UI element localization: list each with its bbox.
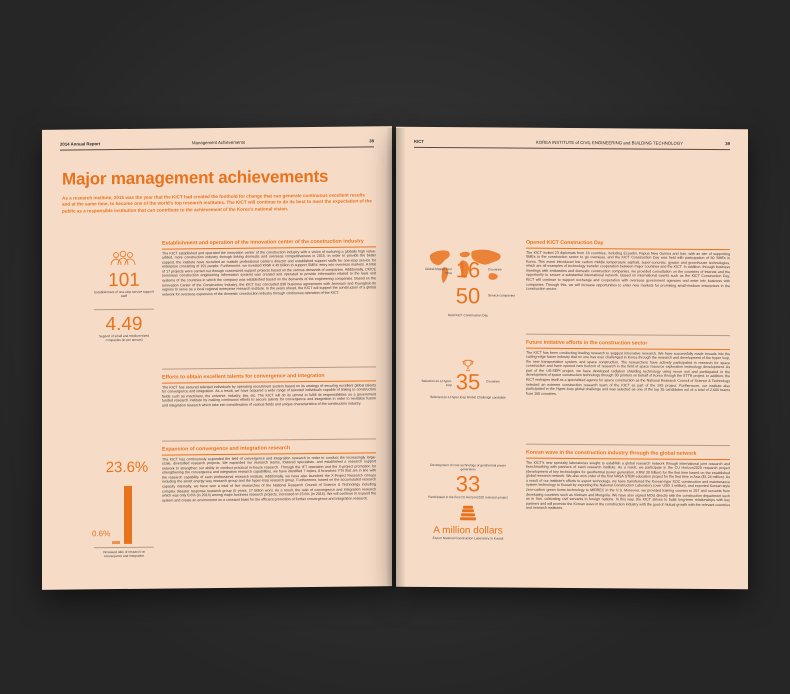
stat-convergence-small [92, 529, 122, 538]
divider [162, 438, 376, 441]
stat-countries-side: Countries [488, 267, 502, 272]
bar-2016 [124, 486, 132, 544]
lead-paragraph: As a research institute, 2015 was the year that the KICT had created the foothold for change that can generate continuous excellent results and at the same time, to become one of the world's top research institutes. The KICT will continue to do its best to meet the expectation of the public as a responsible institution that can contribute to the achievement of the Korea's national vision. [62, 192, 372, 214]
section-body: The KICT has been conducting leading research to suggest innovative research. We have successfully made inroads into the cutting-edge future industry that no one has ever challenged in Korea through the research and development of the hyper loop, the new transportation system, and space construction. The researchers have actively participated in research for space construction and have opened new horizon of research in the field of space resource exploration technology development. As part of the US-SEPI project, we have developed radiation shielding technology using moon soil and participated in the development of space construction technology through 3D printers on behalf of Korea through the STTR project. In addition, the KICT reshapes itself as a specialized agency for space construction as the National Research Council of Science & Technology selected an extreme construction research team of the KICT as part of the SIG project. Furthermore, our institute also participated in the Hyper-loop global challenge and was selected as one of the top 35 candidates out of a total of 2,600 teams from 160 countries. [526, 350, 730, 396]
right-page [396, 127, 748, 589]
section-body: The KICT has secured talented individuals by operating recruitment system based on its strategy of securing excellent global talents for convergence and integration. As a result, we have acquired a wide range of talented individuals capable of linking to construction fields such as machinery, the universe, industry, law, etc. The KICT will do its utmost to fulfill its responsibilities as a government funded research institute by making continuous efforts to secure talents for convergence and integration in order to revitalize fusion and integration research which take into consideration of various fields and unique characteristics of the construction industry. [162, 382, 376, 408]
divider [526, 334, 730, 336]
stat-convergence-caption [94, 550, 154, 559]
stat-export [418, 525, 518, 541]
left-page [42, 126, 392, 590]
section-future-initiative [526, 340, 730, 398]
stat-companies-value: 50 [455, 283, 481, 309]
divider [94, 547, 154, 548]
divider [162, 366, 376, 369]
section-body: The KICT invited 23 diplomats from 16 countries, including Ecuador, Papua New Guinea and Iran, with an aim of supporting SMEs in the construction sector to go overseas, and the KICT Construction Day was held with participation of 50 SMEs in Korea. This event introduced low carbon middle temperature asphalt, super-concrete, gyrator and greenhouse technologies, which are all examples of technology transfer cooperation between major countries and the KICT. In addition, through business meetings with embassies and domestic construction companies, we provided consultation on the countries of interest and the opportunity to secure a substantial international network. Based on international events such as the KICT Construction Day, KICT will continue to support exchange and cooperation with overseas government agencies and enter into business with companies. Through this, we will increase opportunities to enter new markets for promising small-medium enterprises in the construction sector. [526, 250, 730, 292]
page-number: 38 [369, 138, 374, 144]
stat-countries [448, 259, 488, 281]
stat-countries-label: Global Master Tour Pros [425, 266, 452, 276]
section-heading: Expansion of convergence and integration research [162, 444, 376, 455]
stat-convergence-label: Increased ratio of research on convergence and integration [102, 549, 146, 559]
stat-hyperloop-side-right: Countries [486, 379, 500, 384]
section-body: The KICT's new specialty laboratories sought to establish a global research network through international joint research and benchmarking with partners of each research institute. As a result, we participate in the CU Horizon2020 research project (development of key technologies for geothermal power generation, KRW 30 billion) for the first time based on the established global research network. We also won order of the first NASA STEM education project for the first time in Asia ($1.24 million). As a result of our institute's efforts to export technology, we have transferred the Korean-type SOC construction and maintenance system technology to Kuwait by exporting the National Construction Laboratory (over USD 1 million), and exported Korean-style zero-carbon green home technology to MIRREC in the U.S. Moreover, we provided training courses to 257 civil servants from developing countries such as Vietnam and Mongolia. We have also signed MOU directly with the construction department such as in Iran, cultivating civil servants in foreign nations. In this way, the KICT strives to build long-term relationships with key partners and will promote the Korean wave in the construction industry with the goal of mutual growth with the relevant countries and research institutes. [526, 460, 730, 511]
stat-companies-label: Held KICT Construction Day [448, 313, 488, 318]
bar-2014 [112, 541, 120, 544]
section-heading: Korean wave in the construction industry through the global network [526, 450, 730, 460]
coins-icon [458, 505, 478, 523]
stat-support-value: 4.49 [105, 313, 143, 336]
stat-hyperloop [448, 371, 488, 393]
section-korean-wave [526, 450, 730, 512]
stat-horizon [448, 473, 488, 495]
stat-companies [448, 285, 488, 307]
stat-staff-value: 101 [108, 269, 140, 292]
stat-staff-label: Establishment of one-stop service support staff [94, 289, 154, 299]
stat-convergence-small-value: 0.6% [92, 529, 111, 539]
section-heading: Opened KICT Construction Day [526, 240, 730, 250]
stat-hyperloop-value: 35 [455, 369, 481, 395]
divider [94, 309, 154, 310]
stat-horizon-value: 33 [455, 471, 481, 497]
stat-hyperloop-side-left: Selection as a Hyper-loop [421, 378, 452, 388]
divider [526, 444, 730, 446]
page-number: 39 [725, 141, 730, 147]
stat-geothermal-side: Development of core technology of geothermal power generation [430, 463, 506, 472]
stat-support [92, 315, 156, 343]
section-body: The KICT has continuously expanded the field of convergence and integration research in order to conduct the increasingly large-scale, diversified research projects. We expanded our research teams, fostered specialists, and established a research support network to strengthen our ability to conduct practical in-house research. Through the IFT operation and the X-project promotion for strengthening the convergence and integration research capabilities, we have identified 7 topics, 8 branches: FTs that are in line with the research capability of each professional research institute. Additionally, we have also launched the X-Project Research Groups including the smart energy way research group and the hyper-loop research group. Furthermore, based on the accumulated research capacity internally, we have won a total of five researches of the National Research Council of Science & Technology including complex disaster response research group (5 years, 27 billion won). As a result, the ratio of convergence and integration research which was only 0.6% (in 2014) among major business research projects, increased to 23.6% (in 2016). We will continue to expand the system and create an environment on a constant basis for the efficient promotion of further convergence and integration research. [162, 454, 376, 503]
page-title: Major management achievements [62, 166, 329, 189]
stat-companies-side: Service companies [488, 293, 515, 298]
section-heading: Future initiative efforts in the construction sector [526, 340, 730, 350]
section-heading: Establishment and operation of the innovation center of the construction industry [162, 238, 376, 249]
section-name: Management Achievements [192, 139, 246, 146]
section-innovation-center [162, 238, 376, 297]
section-convergence [162, 444, 376, 503]
stat-export-label: Export National Construction Laboratory to Kuwait [432, 536, 504, 541]
org-full-name: KOREA INSTITUTE of CIVIL ENGINEERING and BUILDING TECHNOLOGY [536, 139, 684, 146]
stat-support-label: Support of small and medium-sized companies (in per annum) [99, 333, 149, 343]
section-construction-day [526, 240, 730, 293]
people-icon [108, 249, 138, 271]
section-body: The KICT established and operated the innovation center of the construction industry with a vision of nurturing a globally high value-added, more construction industry through linking domestic and overseas competitiveness in 2015. In order to provide the better support, the institute have recruited an outside professional center's director and established support staffs for one-stop service for enterprise consisting of 101 people. Furthermore, we invested KRW 4.49 billion to support SMEs' entry into overseas markets. A total of 17 projects were carried out through customized support projects based on the various demands of companies. Additionally, CKICE (overseas construction engineering information system) was created and operated to provide information related to the laws and systems of the countries in which the company was established based on the demands of the engineering companies. Based on the Innovation Center of the Construction Industry, the KICT has concluded 030 business agreements with Jeonnam and Kyungbuk-do regions to serve as a local regional enterprise research institute. In the years ahead, the KICT will support the construction of a global network for overseas expansion of the domestic construction industry through continuous operation of the KICT. [162, 248, 376, 297]
section-heading: Efforts to obtain excellent talents for convergence and integration [162, 372, 376, 383]
book-spine-shadow [386, 128, 406, 588]
stat-hyperloop-label: Selected as a Hyper-loop Global Challenge candidate [430, 395, 506, 400]
stat-horizon-label: Participated in the first CU Horizon2020 research project [428, 494, 508, 500]
stat-convergence-value: 23.6% [105, 458, 149, 477]
stat-staff [94, 271, 154, 299]
report-name: 2014 Annual Report [60, 141, 101, 147]
section-talents [162, 372, 376, 408]
stat-export-value: A million dollars [433, 525, 503, 537]
stat-convergence [102, 459, 152, 477]
stat-countries-value: 16 [455, 257, 481, 283]
org-name: KICT [414, 138, 425, 144]
